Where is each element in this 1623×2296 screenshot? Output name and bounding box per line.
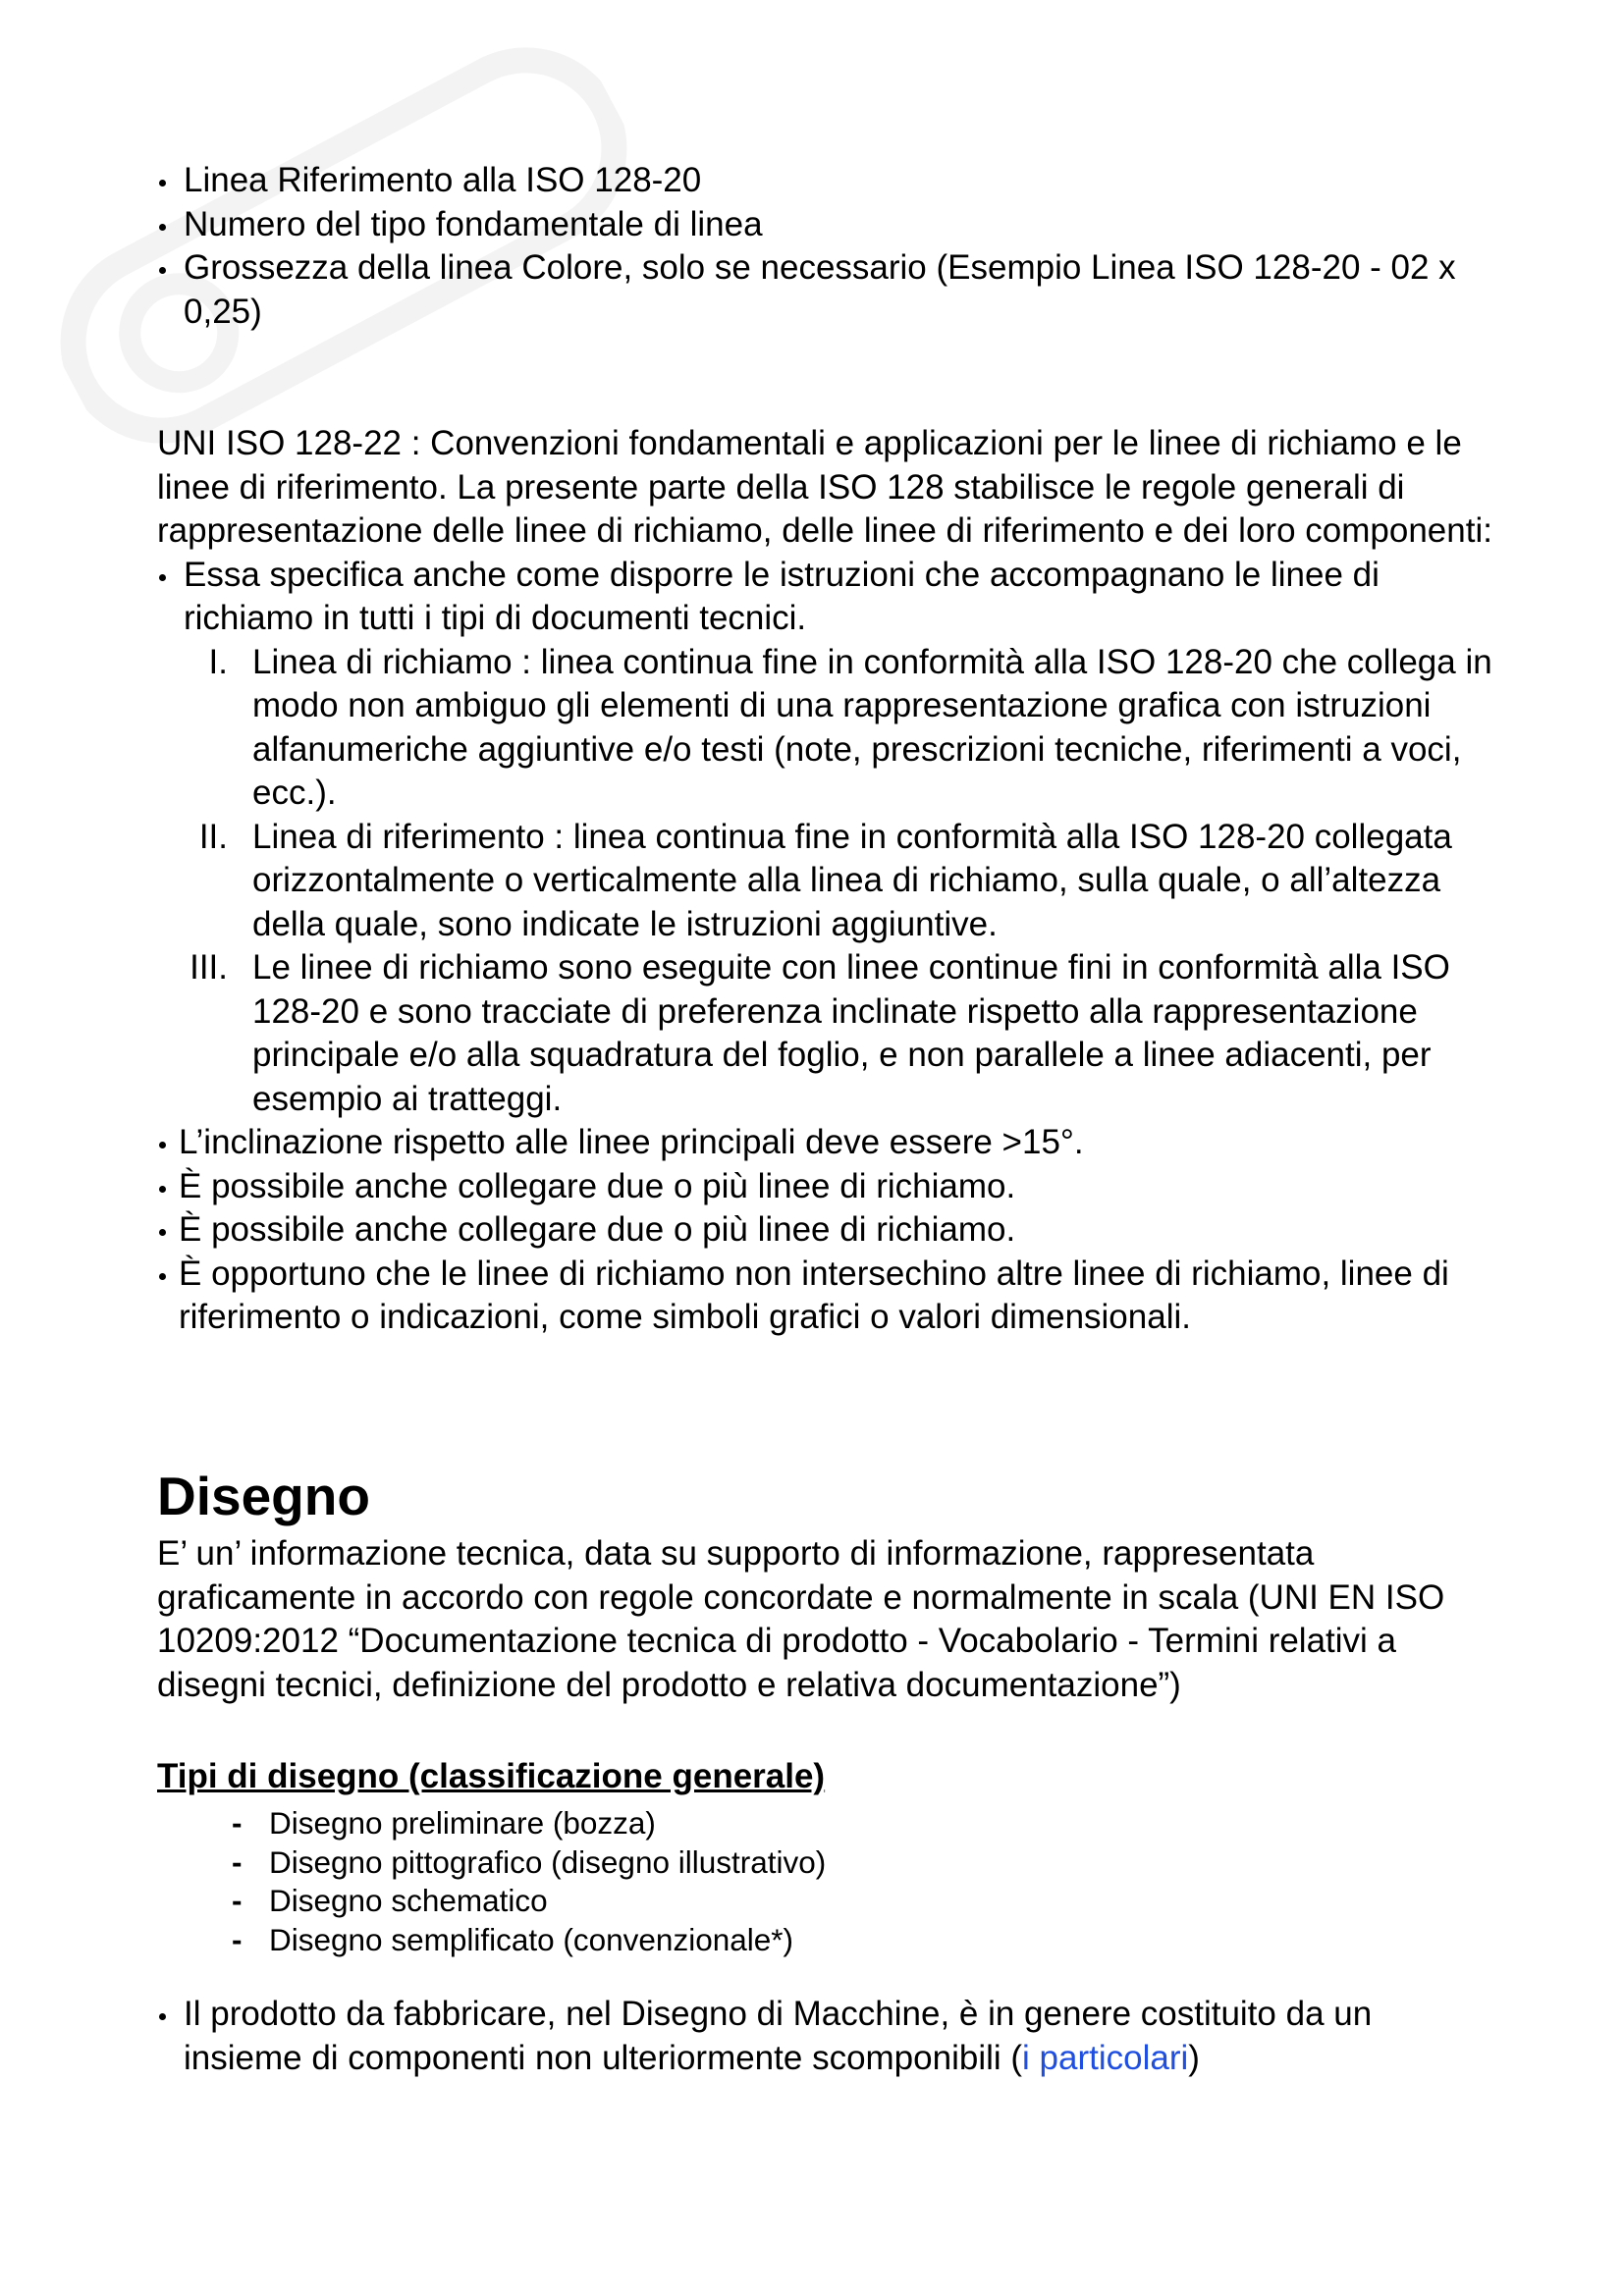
roman-number: III. (189, 948, 228, 987)
iso-bullet-list (157, 554, 1492, 641)
iso-paragraph: UNI ISO 128-22 : Convenzioni fondamentali e applicazioni per le linee di richiamo e le linee di riferimento. La presente parte della ISO 128 stabilisce le regole generali di rappresentazione delle linee di richiamo, delle linee di riferimento e dei loro componenti: (157, 424, 1492, 550)
list-item (232, 1882, 826, 1921)
list-item: È opportuno che le linee di richiamo non intersechino altre linee di richiamo, linee di riferimento o indicazioni, come simboli grafici o valori dimensionali. (157, 1253, 1492, 1340)
list-item: Linea Riferimento alla ISO 128-20 (157, 159, 1492, 203)
roman-number: II. (198, 817, 228, 856)
roman-text: Le linee di richiamo sono eseguite con linee continue fini in conformità alla ISO 128-20 e sono tracciate di preferenza inclinate rispetto alla rappresentazione principale e/o alla squadratura del foglio, e non parallele a linee adiacenti, per esempio ai tratteggi. (252, 948, 1450, 1118)
roman-item (157, 641, 1492, 816)
dash-marker: - (232, 1843, 243, 1880)
list-item: L’inclinazione rispetto alle linee principali deve essere >15°. (157, 1121, 1492, 1165)
product-text: Il prodotto da fabbricare, nel Disegno di Macchine, è in genere costituito da un insieme di componenti non ulteriormente scomponibili ( (184, 1995, 1373, 2077)
type-label: Disegno schematico (269, 1883, 548, 1918)
type-label: Disegno pittografico (disegno illustrativo) (269, 1843, 827, 1880)
types-list (232, 1804, 826, 1959)
type-label: Disegno preliminare (bozza) (269, 1805, 656, 1841)
product-text-end: ) (1188, 2038, 1200, 2077)
roman-list (157, 641, 1492, 1122)
list-item (232, 1921, 826, 1960)
product-block (157, 1993, 1492, 2080)
list-item (157, 1993, 1492, 2080)
top-list (157, 159, 1492, 334)
top-list-block (157, 159, 1492, 334)
list-item: Grossezza della linea Colore, solo se necessario (Esempio Linea ISO 128-20 - 02 x 0,25) (157, 246, 1492, 334)
roman-text: Linea di richiamo : linea continua fine in conformità alla ISO 128-20 che collega in modo non ambiguo gli elementi di una rappresentazione grafica con istruzioni alfanumeriche aggiuntive e/o testi (note, prescrizioni tecniche, riferimenti a voci, ecc.). (252, 642, 1492, 812)
list-item (232, 1843, 826, 1883)
types-title: Tipi di disegno (classificazione generale) (157, 1757, 826, 1795)
roman-item (157, 816, 1492, 947)
dash-marker: - (232, 1883, 243, 1918)
roman-item (157, 946, 1492, 1121)
disegno-definition (157, 1532, 1492, 1707)
roman-number: I. (208, 642, 228, 681)
particolari-link[interactable]: i particolari (1022, 2038, 1189, 2077)
dash-marker: - (232, 1921, 243, 1957)
rules-list (157, 1121, 1492, 1340)
list-item: Essa specifica anche come disporre le istruzioni che accompagnano le linee di richiamo in tutti i tipi di documenti tecnici. (157, 554, 1492, 641)
type-label: Disegno semplificato (convenzionale*) (269, 1921, 794, 1957)
dash-marker: - (232, 1805, 243, 1841)
list-item (232, 1804, 826, 1843)
definition-paragraph: E’ un’ informazione tecnica, data su supporto di informazione, rappresentata graficamente in accordo con regole concordate e normalmente in scala (UNI EN ISO 10209:2012 “Documentazione tecnica di prodotto - Vocabolario - Termini relativi a disegni tecnici, definizione del prodotto e relativa documentazione”) (157, 1534, 1445, 1704)
iso-section (157, 422, 1492, 1340)
product-list (157, 1993, 1492, 2080)
list-item: È possibile anche collegare due o più linee di richiamo. (157, 1208, 1492, 1253)
roman-text: Linea di riferimento : linea continua fine in conformità alla ISO 128-20 collegata orizzontalmente o verticalmente alla linea di richiamo, sulla quale, o all’altezza della quale, sono indicate le istruzioni aggiuntive. (252, 817, 1452, 943)
section-heading: Disegno (157, 1466, 370, 1526)
list-item: È possibile anche collegare due o più linee di richiamo. (157, 1165, 1492, 1209)
list-item: Numero del tipo fondamentale di linea (157, 203, 1492, 247)
